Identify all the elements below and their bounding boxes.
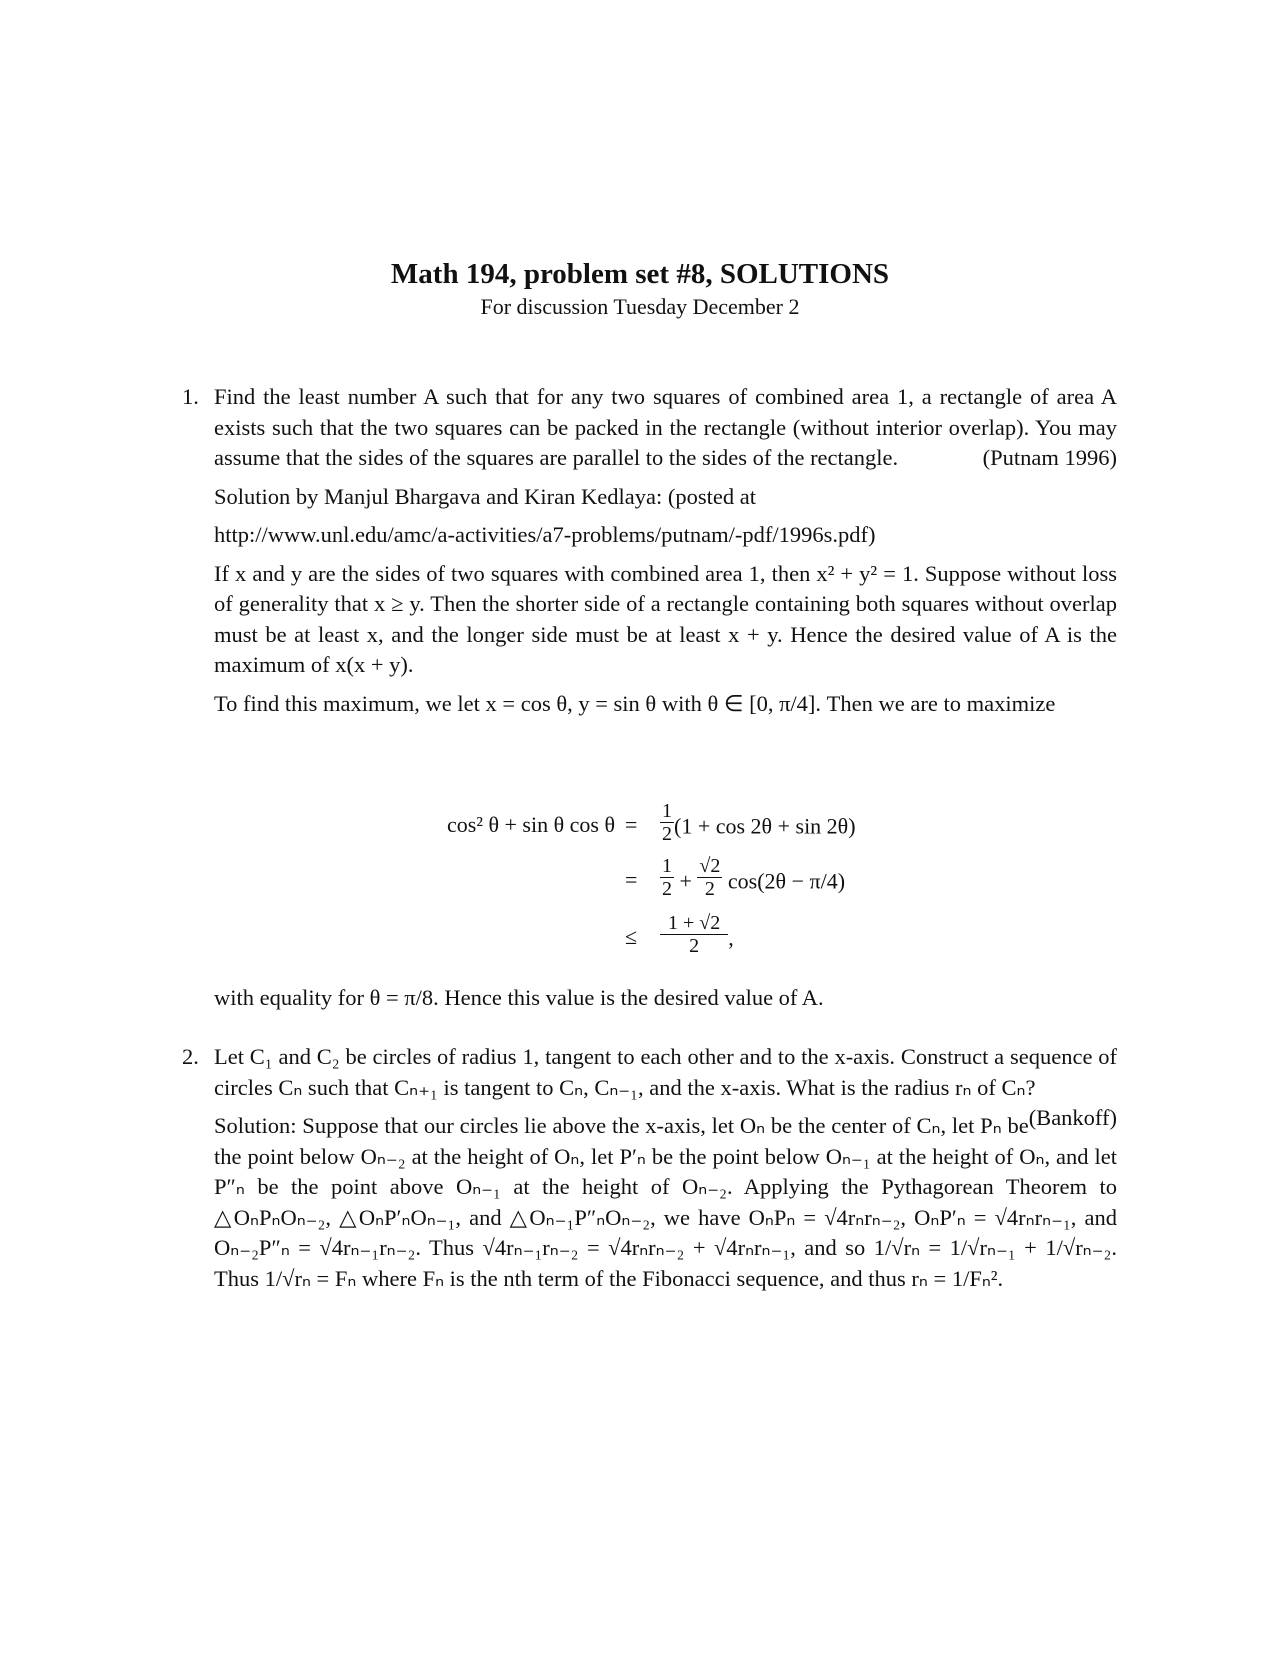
- solution-paragraph: with equality for θ = π/8. Hence this value is the desired value of A.: [214, 985, 824, 1010]
- problem-number: 1.: [182, 384, 199, 409]
- fraction: $\frac{1}{2}$: [662, 855, 672, 900]
- solution-paragraph: To find this maximum, we let x = cos θ, y = sin θ with θ ∈ [0, π/4]. Then we are to maximize: [214, 690, 1056, 716]
- problem-2: [182, 1042, 1117, 1294]
- problem-statement: Let C₁ and C₂ be circles of radius 1, tangent to each other and to the x-axis. Construct a sequence of circles Cₙ such that Cₙ₊₁ is tangent to Cₙ, Cₙ₋₁, and the x-axis. What is the radius rₙ of Cₙ? (Bankoff): [214, 1042, 1117, 1103]
- equation-row: [400, 855, 920, 917]
- fraction: $\frac{1}{2}$: [662, 800, 672, 845]
- fraction: $\frac{√2}{2}$: [699, 855, 721, 900]
- problem-source: (Putnam 1996): [982, 445, 1117, 470]
- solution-intro: Solution by Manjul Bhargava and Kiran Kedlaya: (posted at: [214, 483, 756, 509]
- solution-paragraph: If x and y are the sides of two squares with combined area 1, then x² + y² = 1. Suppose without loss of generality that x ≥ y. Then the shorter side of a rectangle containing both squares without overlap must be at least x, and the longer side must be at least x + y. Hence the desired value of A is the maximum of x(x + y).: [214, 560, 1117, 677]
- problem-statement: Find the least number A such that for any two squares of combined area 1, a rectangle of area A exists such that the two squares can be packed in the rectangle (without interior overlap). You may assume that the sides of the squares are parallel to the sides of the rectangle. (Putnam 1996): [214, 382, 1117, 474]
- fraction: $\frac{1 + √2}{2}$: [660, 912, 728, 957]
- solution-url: http://www.unl.edu/amc/a-activities/a7-problems/putnam/-pdf/1996s.pdf): [214, 522, 876, 547]
- display-equation: [400, 800, 920, 992]
- page-title: Math 194, problem set #8, SOLUTIONS: [390, 258, 890, 290]
- equation-lhs: cos² θ + sin θ cos θ: [447, 812, 615, 837]
- equation-rhs: (1 + cos 2θ + sin 2θ): [674, 813, 856, 839]
- plus-sign: +: [679, 868, 692, 894]
- equation-relation: =: [625, 812, 638, 837]
- problem-number: 2.: [182, 1044, 199, 1069]
- problem-source: (Bankoff): [1028, 1105, 1117, 1130]
- equation-row: ≤ $\frac{1 + √2}{2}$ ,: [625, 912, 734, 957]
- problem-1: [182, 382, 1117, 719]
- equation-rhs: cos(2θ − π/4): [727, 868, 846, 894]
- equation-relation: ≤: [625, 924, 638, 949]
- header: [0, 256, 1280, 322]
- problem-1-conclusion: [182, 975, 1117, 1014]
- solution-paragraph: Solution: Suppose that our circles lie above the x-axis, let Oₙ be the center of Cₙ, let Pₙ be the point below Oₙ₋₂ at the height of Oₙ, let P′ₙ be the point below Oₙ₋₁ at the height of Oₙ, and let P″ₙ be the point above Oₙ₋₁ at the height of Oₙ₋₂. Applying the Pythagorean Theorem to △OₙPₙOₙ₋₂, △OₙP′ₙOₙ₋₁, and △Oₙ₋₁P″ₙOₙ₋₂, we have OₙPₙ = √4rₙrₙ₋₂, OₙP′ₙ = √4rₙrₙ₋₁, and Oₙ₋₂P″ₙ = √4rₙ₋₁rₙ₋₂. Thus √4rₙ₋₁rₙ₋₂ = √4rₙrₙ₋₂ + √4rₙrₙ₋₁, and so 1/√rₙ = 1/√rₙ₋₁ + 1/√rₙ₋₂. Thus 1/√rₙ = Fₙ where Fₙ is the nth term of the Fibonacci sequence, and thus rₙ = 1/Fₙ².: [214, 1113, 1117, 1291]
- equation-relation: =: [625, 867, 638, 892]
- page-subtitle: For discussion Tuesday December 2: [480, 294, 800, 319]
